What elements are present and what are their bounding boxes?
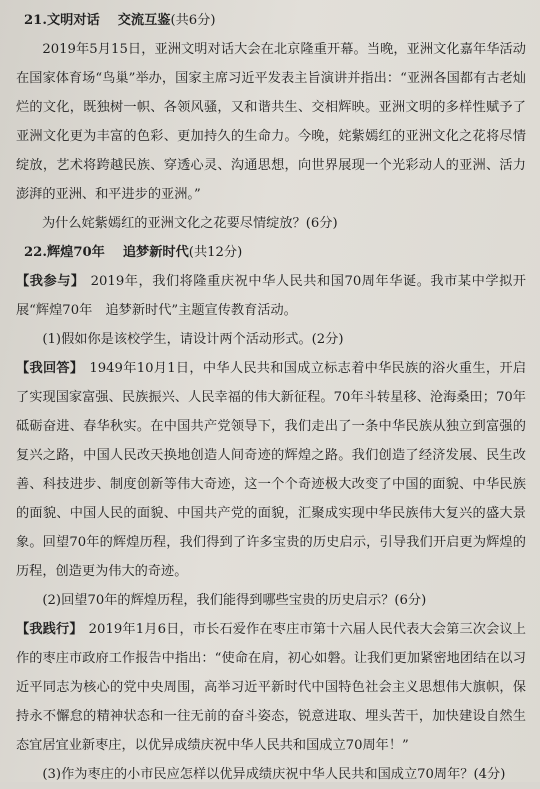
part3-tag: 【我践行】 xyxy=(16,622,83,637)
q22-part1 xyxy=(16,267,526,325)
q22-subquestion-3: (3)作为枣庄的小市民应怎样以优异成绩庆祝中华人民共和国成立70周年？(4分) xyxy=(42,767,506,782)
part3-text: 2019年1月6日，市长石爱作在枣庄市第十六届人民代表大会第三次会议上作的枣庄市政府工作报告中指出：“使命在肩，初心如磐。让我们更加紧密地团结在以习近平同志为核心的党中央周围，高举习近平新时代中国特色社会主义思想伟大旗帜，保持永不懈怠的精神状态和一往无前的奋斗姿态，锐意进取、埋头苦干，加快建设自然生态宜居宜业新枣庄，以优异成绩庆祝中华人民共和国成立70周年！” xyxy=(16,622,526,753)
q22-title: 22.辉煌70年 xyxy=(24,245,105,260)
q21-material: 2019年5月15日，亚洲文明对话大会在北京隆重开幕。当晚，亚洲文化嘉年华活动在国家体育场“鸟巢”举办，国家主席习近平发表主旨演讲并指出：“亚洲各国都有古老灿烂的文化，既独树一帜、各领风骚，又和谐共生、交相辉映。亚洲文明的多样性赋予了亚洲文化更为丰富的色彩、更加持久的生命力。今晚，姹紫嫣红的亚洲文化之花将尽情绽放，艺术将跨越民族、穿透心灵、沟通思想，向世界展现一个光彩动人的亚洲、活力澎湃的亚洲、和平进步的亚洲。” xyxy=(16,42,526,202)
q22-subquestion-2: (2)回望70年的辉煌历程，我们能得到哪些宝贵的历史启示？(6分) xyxy=(42,593,427,608)
q22-heading xyxy=(16,238,526,267)
q22-part3 xyxy=(16,615,526,760)
q22-subtitle: 追梦新时代 xyxy=(122,245,189,260)
q22-points: (共12分) xyxy=(188,245,243,260)
q21-heading xyxy=(16,6,526,35)
q21-subtitle: 交流互鉴 xyxy=(117,13,171,28)
q22-subquestion-1: (1)假如你是该校学生，请设计两个活动形式。(2分) xyxy=(42,332,344,347)
q21-title: 21.文明对话 xyxy=(24,13,100,28)
q21-question: 为什么姹紫嫣红的亚洲文化之花要尽情绽放？(6分) xyxy=(42,216,338,231)
q21-points: (共6分) xyxy=(170,13,216,28)
part2-text: 1949年10月1日，中华人民共和国成立标志着中华民族的浴火重生，开启了实现国家富强、民族振兴、人民幸福的伟大新征程。70年斗转星移、沧海桑田；70年砥砺奋进、春华秋实。在中国共产党领导下，我们走出了一条中华民族从独立到富强的复兴之路，中国人民改天换地创造人间奇迹的辉煌之路。我们创造了经济发展、民生改善、科技进步、制度创新等伟大奇迹，这一个个奇迹极大改变了中国的面貌、中华民族的面貌、中国人民的面貌、中国共产党的面貌，汇聚成实现中华民族伟大复兴的盛大景象。回望70年的辉煌历程，我们得到了许多宝贵的历史启示，引导我们开启更为辉煌的历程，创造更为伟大的奇迹。 xyxy=(16,361,527,579)
part1-text: 2019年，我们将隆重庆祝中华人民共和国70周年华诞。我市某中学拟开展“辉煌70年 追梦新时代”主题宣传教育活动。 xyxy=(16,274,526,318)
part1-tag: 【我参与】 xyxy=(16,274,85,289)
part2-tag: 【我回答】 xyxy=(16,361,84,376)
q22-part2 xyxy=(16,354,526,586)
